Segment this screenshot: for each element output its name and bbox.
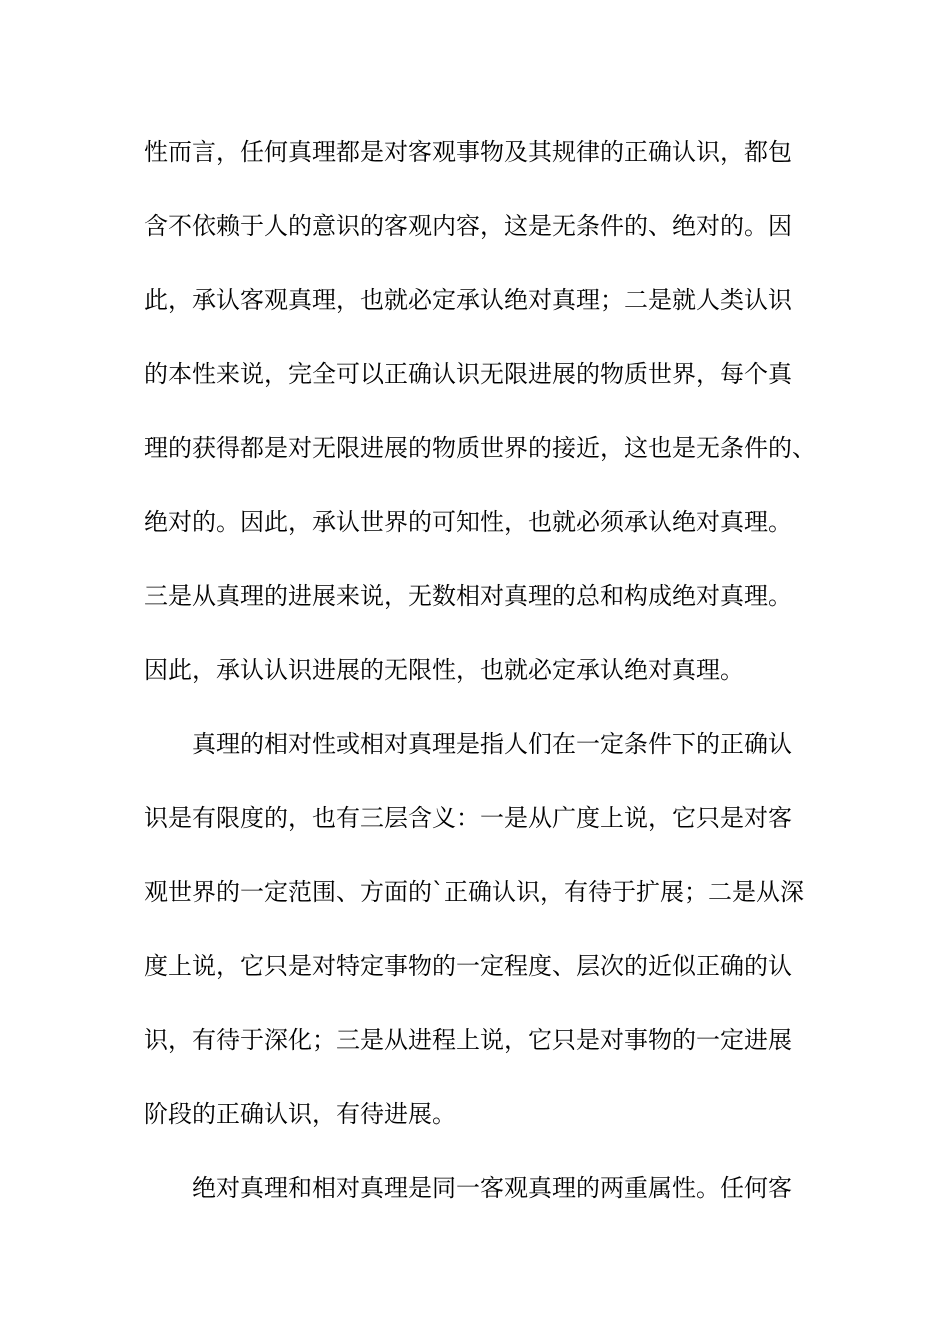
paragraph-1-line-1: 性而言，任何真理都是对客观事物及其规律的正确认识，都包 [144,138,792,166]
paragraph-3-line-1: 绝对真理和相对真理是同一客观真理的两重属性。任何客 [192,1174,792,1202]
paragraph-2-line-6: 阶段的正确认识，有待进展。 [144,1100,456,1128]
paragraph-1-line-5: 理的获得都是对无限进展的物质世界的接近，这也是无条件的、 [144,434,816,462]
paragraph-1-line-3: 此，承认客观真理，也就必定承认绝对真理；二是就人类认识 [144,286,792,314]
paragraph-2-line-5: 识，有待于深化；三是从进程上说，它只是对事物的一定进展 [144,1026,792,1054]
paragraph-2-line-1: 真理的相对性或相对真理是指人们在一定条件下的正确认 [192,730,792,758]
paragraph-2-line-3: 观世界的一定范围、方面的`正确认识，有待于扩展；二是从深 [144,878,804,906]
paragraph-1-line-4: 的本性来说，完全可以正确认识无限进展的物质世界，每个真 [144,360,792,388]
paragraph-1-line-6: 绝对的。因此，承认世界的可知性，也就必须承认绝对真理。 [144,508,792,536]
document-body [144,130,844,1240]
paragraph-1-line-8: 因此，承认认识进展的无限性，也就必定承认绝对真理。 [144,656,744,684]
paragraph-1-line-2: 含不依赖于人的意识的客观内容，这是无条件的、绝对的。因 [144,212,792,240]
paragraph-2-line-4: 度上说，它只是对特定事物的一定程度、层次的近似正确的认 [144,952,792,980]
paragraph-2-line-2: 识是有限度的，也有三层含义：一是从广度上说，它只是对客 [144,804,792,832]
paragraph-1-line-7: 三是从真理的进展来说，无数相对真理的总和构成绝对真理。 [144,582,792,610]
